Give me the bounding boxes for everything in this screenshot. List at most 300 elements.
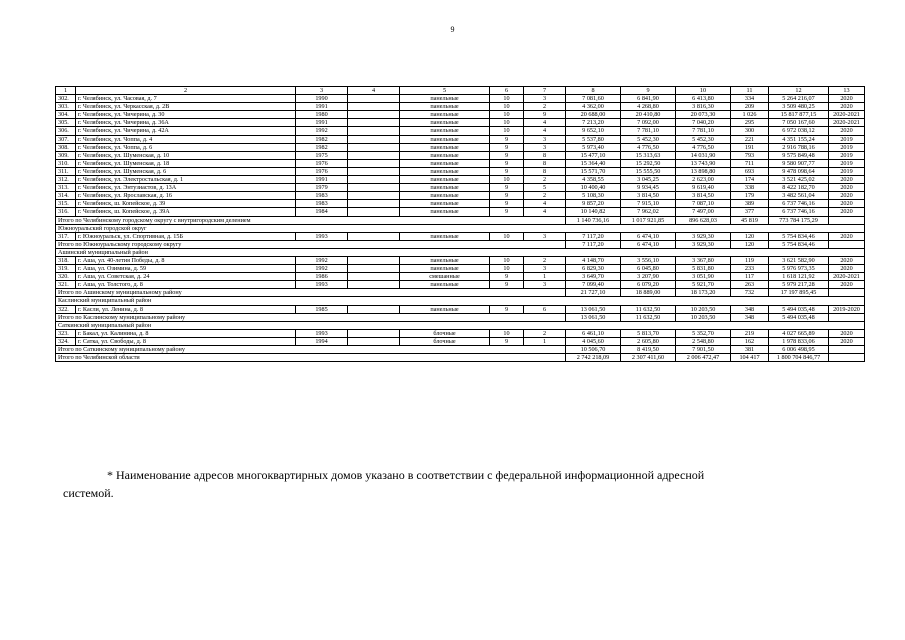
table-cell: 219 [731, 329, 769, 337]
table-cell: 7 781,10 [621, 127, 676, 135]
table-cell: панельные [400, 176, 490, 184]
total-row [56, 289, 865, 297]
table-row [56, 281, 865, 289]
table-cell: 3 [524, 265, 566, 273]
table-cell [348, 167, 400, 175]
table-cell: 209 [731, 103, 769, 111]
table-cell: 308. [56, 143, 76, 151]
table-cell: 15 817 877,15 [769, 111, 829, 119]
table-row [56, 192, 865, 200]
footnote-line: * Наименование адресов многоквартирных домов указано в соответствии с федеральной информационной адресной [107, 468, 705, 482]
table-cell: г. Челябинск, ул. Чоппа, д. 4 [76, 135, 296, 143]
table-cell: г. Челябинск, ул. Шуменская, д. 18 [76, 159, 296, 167]
table-cell: 5 831,80 [676, 265, 731, 273]
table-cell: 10 [490, 119, 524, 127]
total-cell: 17 197 895,45 [769, 289, 829, 297]
table-cell: г. Сатка, ул. Свободы, д. 8 [76, 337, 296, 345]
table-cell: 317. [56, 232, 76, 240]
table-cell: 2020 [829, 192, 865, 200]
table-cell: 1992 [296, 256, 348, 264]
table-cell: 9 652,10 [566, 127, 621, 135]
table-cell: г. Челябинск, ул. Чичерина, д. 30 [76, 111, 296, 119]
table-cell: 9 [490, 273, 524, 281]
total-cell: 348 [731, 313, 769, 321]
table-cell: 15 313,63 [621, 151, 676, 159]
table-cell: 2020 [829, 176, 865, 184]
table-row [56, 305, 865, 313]
table-row [56, 329, 865, 337]
table-cell: 1986 [296, 273, 348, 281]
table-cell: 3 207,90 [621, 273, 676, 281]
table-cell: 5 264 216,07 [769, 95, 829, 103]
total-cell [829, 354, 865, 362]
table-cell [348, 192, 400, 200]
table-cell [348, 273, 400, 281]
column-number-header: 4 [348, 87, 400, 95]
total-cell: 18 889,00 [621, 289, 676, 297]
table-cell: 2 [524, 329, 566, 337]
table-cell: 11 632,50 [621, 305, 676, 313]
total-cell: 13 061,50 [566, 313, 621, 321]
table-cell: 7 497,00 [676, 208, 731, 216]
table-cell: панельные [400, 200, 490, 208]
total-cell: 6 006 498,95 [769, 346, 829, 354]
table-cell: 2019 [829, 159, 865, 167]
table-cell: г. Челябинск, ул. Чоппа, д. 6 [76, 143, 296, 151]
table-cell: г. Аша, ул. Озимина, д. 59 [76, 265, 296, 273]
table-cell: 1979 [296, 184, 348, 192]
table-cell: 119 [731, 256, 769, 264]
table-row [56, 337, 865, 345]
table-cell: 6 079,20 [621, 281, 676, 289]
table-row [56, 119, 865, 127]
table-cell: 377 [731, 208, 769, 216]
table-cell: 7 213,20 [566, 119, 621, 127]
table-cell: 10 [490, 329, 524, 337]
total-cell: 7 901,50 [676, 346, 731, 354]
table-cell: 2020 [829, 256, 865, 264]
total-label: Итого по Каслинскому муниципальному району [56, 313, 566, 321]
section-title: Южноуральский городской округ [56, 224, 865, 232]
housing-register-table [55, 86, 865, 362]
table-cell [348, 143, 400, 151]
table-cell: 4 351 155,24 [769, 135, 829, 143]
table-row [56, 232, 865, 240]
table-cell: 4 [524, 208, 566, 216]
table-cell: 2020-2021 [829, 273, 865, 281]
table-cell: 4 [524, 127, 566, 135]
table-cell: 1982 [296, 143, 348, 151]
table-cell: 2020 [829, 232, 865, 240]
total-label: Итого по Южноуральскому городскому округу [56, 240, 566, 248]
table-cell: 313. [56, 184, 76, 192]
table-cell: 10 [490, 111, 524, 119]
total-cell [829, 346, 865, 354]
table-cell: 1975 [296, 151, 348, 159]
total-cell: 896 628,03 [676, 216, 731, 224]
total-cell [829, 289, 865, 297]
table-cell: 314. [56, 192, 76, 200]
table-cell: панельные [400, 111, 490, 119]
table-cell: 5 452,30 [676, 135, 731, 143]
column-number-header: 1 [56, 87, 76, 95]
table-cell: 9 934,45 [621, 184, 676, 192]
table-cell: 1976 [296, 167, 348, 175]
table-cell: 13 743,90 [676, 159, 731, 167]
table-cell: 9 [490, 184, 524, 192]
footnote-line: системой. [63, 486, 114, 500]
table-cell: г. Челябинск, ул. Шуменская, д. 10 [76, 151, 296, 159]
total-row [56, 216, 865, 224]
table-cell: 1991 [296, 176, 348, 184]
total-cell: 2 006 472,47 [676, 354, 731, 362]
table-cell: 3 482 561,04 [769, 192, 829, 200]
table-cell: 6 737 746,16 [769, 208, 829, 216]
table-cell: 10 [490, 176, 524, 184]
table-cell: 9 [490, 281, 524, 289]
table-cell: 6 829,30 [566, 265, 621, 273]
total-cell: 2 307 411,60 [621, 354, 676, 362]
table-cell: блочные [400, 329, 490, 337]
table-cell: 389 [731, 200, 769, 208]
table-cell: 2020 [829, 208, 865, 216]
total-row [56, 354, 865, 362]
table-cell: 4 045,60 [566, 337, 621, 345]
table-cell: 3 051,90 [676, 273, 731, 281]
table-cell: 10 [490, 265, 524, 273]
table-cell: 323. [56, 329, 76, 337]
table-cell: 1984 [296, 208, 348, 216]
table-cell: 233 [731, 265, 769, 273]
table-cell: 2019 [829, 167, 865, 175]
table-cell [348, 184, 400, 192]
table-row [56, 159, 865, 167]
table-cell: 306. [56, 127, 76, 135]
table-cell [348, 159, 400, 167]
table-cell: 1 [524, 273, 566, 281]
total-cell: 1 017 921,85 [621, 216, 676, 224]
table-cell: 162 [731, 337, 769, 345]
table-cell: 1983 [296, 200, 348, 208]
table-cell: 307. [56, 135, 76, 143]
total-cell: 381 [731, 346, 769, 354]
table-cell: 3 [524, 281, 566, 289]
table-cell: г. Аша, ул. Толстого, д. 8 [76, 281, 296, 289]
table-cell: 2 [524, 103, 566, 111]
total-cell: 18 173,20 [676, 289, 731, 297]
table-cell: панельные [400, 135, 490, 143]
table-cell: 9 [490, 159, 524, 167]
table-cell: 9 [490, 167, 524, 175]
table-cell: 5 452,30 [621, 135, 676, 143]
table-cell: г. Челябинск, ул. Энтузиастов, д. 13А [76, 184, 296, 192]
table-cell: 318. [56, 256, 76, 264]
table-cell: 9 [490, 192, 524, 200]
table-cell: 9 [490, 208, 524, 216]
column-number-header: 3 [296, 87, 348, 95]
table-cell: 2019 [829, 135, 865, 143]
table-cell: 300 [731, 127, 769, 135]
table-cell: г. Челябинск, ул. Ярославская, д. 16 [76, 192, 296, 200]
table-cell: 7 050 167,60 [769, 119, 829, 127]
table-row [56, 200, 865, 208]
total-cell: 7 117,20 [566, 240, 621, 248]
total-row [56, 313, 865, 321]
table-cell: г. Челябинск, ул. Электростальская, д. 1 [76, 176, 296, 184]
total-cell: 21 727,10 [566, 289, 621, 297]
table-cell: 10 [490, 127, 524, 135]
table-cell: 5 494 035,48 [769, 305, 829, 313]
table-cell: 5 108,30 [566, 192, 621, 200]
total-cell: 120 [731, 240, 769, 248]
table-cell: 5 973,40 [566, 143, 621, 151]
total-cell: 732 [731, 289, 769, 297]
table-row [56, 151, 865, 159]
table-cell: 6 461,10 [566, 329, 621, 337]
table-cell: панельные [400, 143, 490, 151]
table-cell: 7 099,40 [566, 281, 621, 289]
table-cell: 2019 [829, 151, 865, 159]
table-cell: 6 [524, 305, 566, 313]
table-cell: 263 [731, 281, 769, 289]
table-cell: 120 [731, 232, 769, 240]
total-row [56, 346, 865, 354]
table-cell: 2020-2021 [829, 119, 865, 127]
table-cell: 2019 [829, 143, 865, 151]
total-cell: 1 800 704 846,77 [769, 354, 829, 362]
table-cell: 191 [731, 143, 769, 151]
table-row [56, 127, 865, 135]
table-cell: 3 814,50 [676, 192, 731, 200]
table-cell: 7 915,10 [621, 200, 676, 208]
table-cell: 2020 [829, 127, 865, 135]
table-cell: 221 [731, 135, 769, 143]
table-cell: 3 [524, 135, 566, 143]
table-cell: 793 [731, 151, 769, 159]
table-cell: 304. [56, 111, 76, 119]
table-cell [348, 265, 400, 273]
total-row [56, 240, 865, 248]
table-cell: 711 [731, 159, 769, 167]
table-cell: 1985 [296, 305, 348, 313]
table-cell: 3 649,70 [566, 273, 621, 281]
table-cell: г. Челябинск, ш. Копейское, д. 39А [76, 208, 296, 216]
table-row [56, 135, 865, 143]
table-cell: 1983 [296, 192, 348, 200]
table-cell [348, 151, 400, 159]
table-cell: 4 268,80 [621, 103, 676, 111]
table-cell: 4 776,50 [676, 143, 731, 151]
table-cell: 8 [524, 159, 566, 167]
table-cell: панельные [400, 232, 490, 240]
table-cell: 1991 [296, 119, 348, 127]
table-cell: 3 045,25 [621, 176, 676, 184]
table-cell [348, 208, 400, 216]
table-cell: 7 962,02 [621, 208, 676, 216]
table-cell: 3 556,10 [621, 256, 676, 264]
table-cell: 1993 [296, 329, 348, 337]
total-cell: 5 754 834,46 [769, 240, 829, 248]
table-cell: 7 117,20 [566, 232, 621, 240]
total-label: Итого по Челябинской области [56, 354, 566, 362]
table-cell: г. Челябинск, ул. Шуменская, д. 6 [76, 167, 296, 175]
table-cell: 15 364,40 [566, 159, 621, 167]
table-row [56, 176, 865, 184]
total-cell: 1 140 736,16 [566, 216, 621, 224]
table-cell [348, 200, 400, 208]
section-title: Саткинский муниципальный район [56, 321, 865, 329]
table-cell: 1982 [296, 135, 348, 143]
table-cell: 693 [731, 167, 769, 175]
table-row [56, 167, 865, 175]
section-header-row [56, 297, 865, 305]
table-cell: 9 [490, 305, 524, 313]
table-cell: 15 477,10 [566, 151, 621, 159]
table-cell: 5 537,80 [566, 135, 621, 143]
table-cell: 10 400,40 [566, 184, 621, 192]
table-cell: 9 [490, 337, 524, 345]
table-cell: 6 413,80 [676, 95, 731, 103]
table-cell: 320. [56, 273, 76, 281]
table-cell: 319. [56, 265, 76, 273]
table-row [56, 256, 865, 264]
table-cell: 2 [524, 176, 566, 184]
table-cell: г. Челябинск, ш. Копейское, д. 39 [76, 200, 296, 208]
table-cell: г. Челябинск, ул. Чичерина, д. 42А [76, 127, 296, 135]
table-cell: 1 618 121,92 [769, 273, 829, 281]
table-cell: 5 979 217,28 [769, 281, 829, 289]
table-header-row [56, 87, 865, 95]
table-cell: 3 621 582,90 [769, 256, 829, 264]
column-number-header: 12 [769, 87, 829, 95]
table-cell: г. Южноуральск, ул. Спортивная, д. 15Б [76, 232, 296, 240]
footnote [63, 466, 865, 502]
table-cell: 3 521 425,02 [769, 176, 829, 184]
table-cell: 1991 [296, 103, 348, 111]
table-cell: 3 929,30 [676, 232, 731, 240]
table-cell: панельные [400, 256, 490, 264]
table-row [56, 208, 865, 216]
table-cell: 4 362,00 [566, 103, 621, 111]
table-cell: 3 367,80 [676, 256, 731, 264]
table-cell [348, 337, 400, 345]
total-cell: 10 203,50 [676, 313, 731, 321]
total-cell: 45 819 [731, 216, 769, 224]
table-cell: панельные [400, 119, 490, 127]
table-cell: 9 [490, 135, 524, 143]
table-row [56, 143, 865, 151]
table-cell: панельные [400, 184, 490, 192]
table-cell [348, 111, 400, 119]
column-number-header: 9 [621, 87, 676, 95]
table-cell: 305. [56, 119, 76, 127]
table-cell: 2 605,80 [621, 337, 676, 345]
table-cell: 10 [490, 232, 524, 240]
total-cell [829, 240, 865, 248]
table-cell: 309. [56, 151, 76, 159]
table-row [56, 273, 865, 281]
table-row [56, 111, 865, 119]
table-cell: 334 [731, 95, 769, 103]
table-row [56, 184, 865, 192]
table-cell: г. Аша, ул. 40-летия Победы, д. 8 [76, 256, 296, 264]
table-cell: 15 555,50 [621, 167, 676, 175]
table-cell [348, 135, 400, 143]
page-number: 9 [450, 25, 455, 34]
table-cell: 2020 [829, 281, 865, 289]
table-cell [348, 119, 400, 127]
table-cell: смешанные [400, 273, 490, 281]
table-cell: 324. [56, 337, 76, 345]
table-cell: 174 [731, 176, 769, 184]
table-cell: 4 027 665,89 [769, 329, 829, 337]
total-label: Итого по Челябинскому городскому округу с внутригородским делением [56, 216, 566, 224]
table-row [56, 95, 865, 103]
table-cell: 3 816,30 [676, 103, 731, 111]
table-cell: 5 754 834,46 [769, 232, 829, 240]
table-cell: 20 410,80 [621, 111, 676, 119]
column-number-header: 2 [76, 87, 296, 95]
table-cell: 2 548,80 [676, 337, 731, 345]
table-cell: 179 [731, 192, 769, 200]
table-cell: 8 [524, 151, 566, 159]
table-cell: 13 898,80 [676, 167, 731, 175]
table-cell: 8 422 182,70 [769, 184, 829, 192]
table-cell: 13 061,50 [566, 305, 621, 313]
section-header-row [56, 224, 865, 232]
table-cell: г. Челябинск, ул. Часовая, д. 7 [76, 95, 296, 103]
table-cell [348, 305, 400, 313]
table-cell: 6 841,90 [621, 95, 676, 103]
column-number-header: 5 [400, 87, 490, 95]
section-header-row [56, 248, 865, 256]
section-header-row [56, 321, 865, 329]
table-cell [348, 329, 400, 337]
column-number-header: 13 [829, 87, 865, 95]
table-cell: 1992 [296, 127, 348, 135]
table-cell: 1 [524, 337, 566, 345]
table-cell: 7 081,60 [566, 95, 621, 103]
table-cell: 1992 [296, 265, 348, 273]
column-number-header: 11 [731, 87, 769, 95]
table-cell: 5 813,70 [621, 329, 676, 337]
table-cell: 15 292,50 [621, 159, 676, 167]
table-cell: 6 474,10 [621, 232, 676, 240]
table-cell [348, 127, 400, 135]
table-row [56, 265, 865, 273]
table-cell [348, 95, 400, 103]
table-cell: панельные [400, 305, 490, 313]
table-cell: панельные [400, 127, 490, 135]
table-cell: 2020 [829, 200, 865, 208]
table-cell: панельные [400, 167, 490, 175]
table-cell: 5 352,70 [676, 329, 731, 337]
table-cell: 20 073,30 [676, 111, 731, 119]
table-cell: 3 [524, 95, 566, 103]
table-cell: 4 776,50 [621, 143, 676, 151]
table-cell: 312. [56, 176, 76, 184]
table-cell: 9 478 098,64 [769, 167, 829, 175]
total-cell: 2 742 218,09 [566, 354, 621, 362]
table-cell: г. Челябинск, ул. Чичерина, д. 36А [76, 119, 296, 127]
section-title: Каслинский муниципальный район [56, 297, 865, 305]
column-number-header: 7 [524, 87, 566, 95]
table-cell: 2020-2021 [829, 111, 865, 119]
table-cell: 4 [524, 200, 566, 208]
table-cell: 338 [731, 184, 769, 192]
table-cell: 9 [490, 200, 524, 208]
table-row [56, 103, 865, 111]
